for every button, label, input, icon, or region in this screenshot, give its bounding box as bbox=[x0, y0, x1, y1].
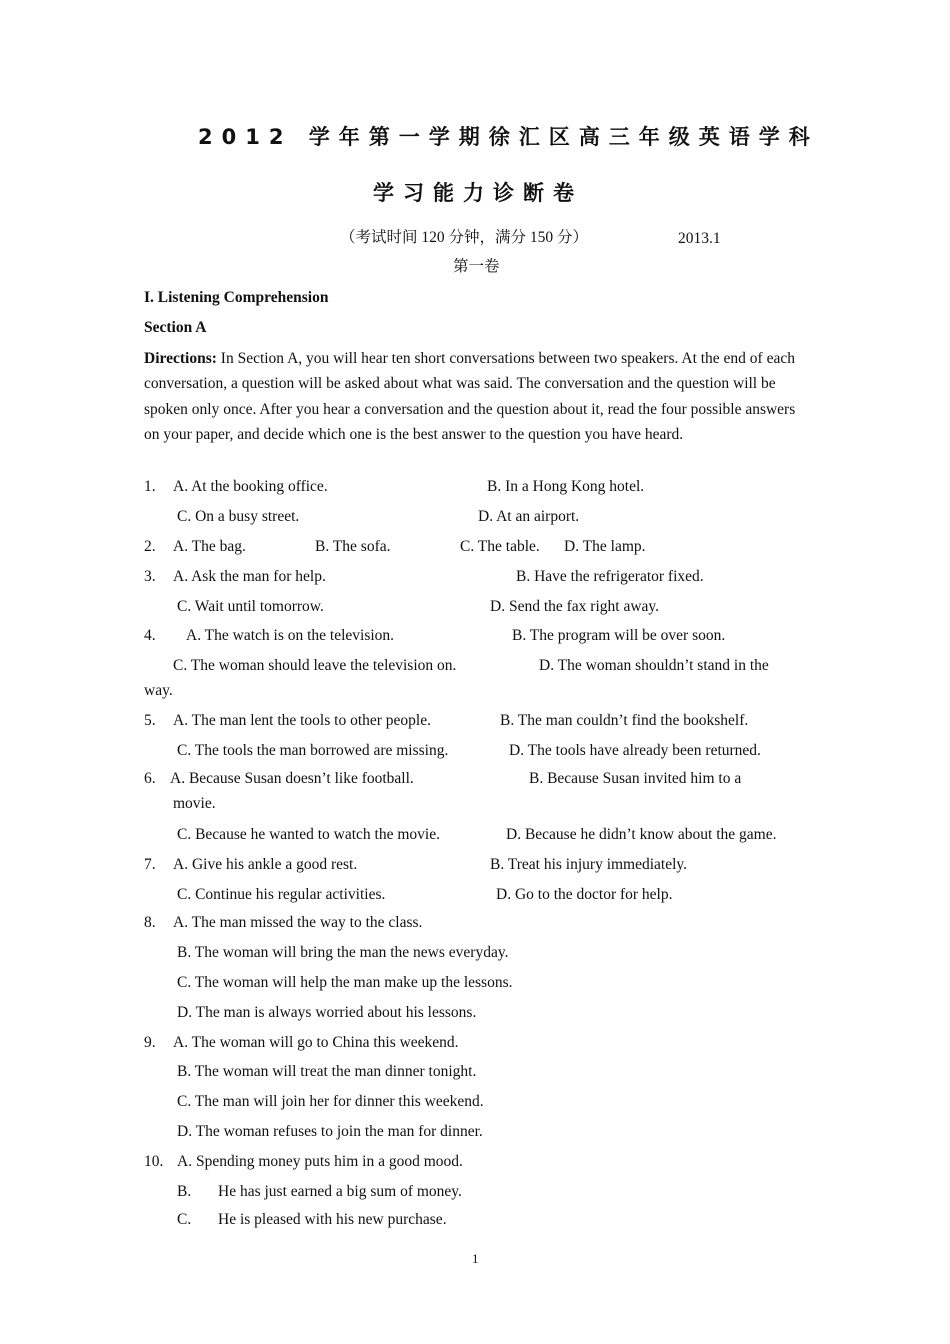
option-c: C. Wait until tomorrow. bbox=[177, 598, 324, 615]
option-a: A. The watch is on the television. bbox=[186, 627, 395, 644]
question-number: 7. bbox=[144, 856, 156, 873]
option-b: B. The woman will treat the man dinner tonight. bbox=[177, 1063, 477, 1080]
question-number: 2. bbox=[144, 538, 156, 555]
option-b: B. Treat his injury immediately. bbox=[490, 856, 688, 873]
option-d: D. At an airport. bbox=[478, 508, 580, 525]
option-c: C. On a busy street. bbox=[177, 508, 300, 525]
option-a: A. The woman will go to China this weekend. bbox=[173, 1034, 459, 1051]
option-a: A. The bag. bbox=[173, 538, 246, 555]
question-number: 1. bbox=[144, 478, 156, 495]
question-number: 3. bbox=[144, 568, 156, 585]
option-c-letter: C. bbox=[177, 1211, 192, 1228]
question-number: 10. bbox=[144, 1153, 164, 1170]
question-number: 9. bbox=[144, 1034, 156, 1051]
option-c: C. The tools the man borrowed are missing. bbox=[177, 742, 449, 759]
option-b: B. In a Hong Kong hotel. bbox=[487, 478, 645, 495]
option-c: C. The table. bbox=[460, 538, 540, 555]
option-c: C. Because he wanted to watch the movie. bbox=[177, 826, 440, 843]
option-d-continued: way. bbox=[144, 682, 173, 699]
title-line-1: 2012 学年第一学期徐汇区高三年级英语学科 bbox=[198, 125, 819, 149]
question-number: 5. bbox=[144, 712, 156, 729]
directions-label: Directions: bbox=[144, 350, 217, 367]
option-b: B. The man couldn’t find the bookshelf. bbox=[500, 712, 749, 729]
directions-paragraph bbox=[144, 346, 808, 447]
page-number: 1 bbox=[472, 1251, 479, 1266]
question-number: 6. bbox=[144, 770, 156, 787]
option-a: A. Give his ankle a good rest. bbox=[173, 856, 358, 873]
section-heading: I. Listening Comprehension bbox=[144, 289, 329, 306]
option-b: B. Because Susan invited him to a bbox=[529, 770, 742, 787]
question-number: 8. bbox=[144, 914, 156, 931]
option-d: D. Go to the doctor for help. bbox=[496, 886, 673, 903]
exam-date: 2013.1 bbox=[678, 230, 721, 247]
option-b-continued: movie. bbox=[173, 795, 216, 812]
option-c: C. Continue his regular activities. bbox=[177, 886, 386, 903]
option-a: A. Spending money puts him in a good mood. bbox=[177, 1153, 463, 1170]
option-d: D. The tools have already been returned. bbox=[509, 742, 761, 759]
question-number: 4. bbox=[144, 627, 156, 644]
option-a: A. At the booking office. bbox=[173, 478, 328, 495]
option-a: A. Ask the man for help. bbox=[173, 568, 326, 585]
option-c: C. The man will join her for dinner this weekend. bbox=[177, 1093, 484, 1110]
option-b: B. The program will be over soon. bbox=[512, 627, 726, 644]
option-d: D. The man is always worried about his lessons. bbox=[177, 1004, 477, 1021]
directions-text: In Section A, you will hear ten short conversations between two speakers. At the end of each conversation, a question will be asked about what was said. The conversation and the question will be spoken only once. After you hear a conversation and the question about it, read the four possible answers on your paper, and decide which one is the best answer to the question you have heard. bbox=[144, 350, 796, 443]
option-b: B. The sofa. bbox=[315, 538, 391, 555]
title-line-2: 学习能力诊断卷 bbox=[373, 181, 583, 205]
option-a: A. The man lent the tools to other people. bbox=[173, 712, 431, 729]
option-c: C. The woman should leave the television on. bbox=[173, 657, 457, 674]
sub-section-heading: Section A bbox=[144, 319, 207, 336]
option-c: C. The woman will help the man make up the lessons. bbox=[177, 974, 513, 991]
option-d: D. Send the fax right away. bbox=[490, 598, 660, 615]
option-b-letter: B. bbox=[177, 1183, 192, 1200]
option-d: D. The woman shouldn’t stand in the bbox=[539, 657, 769, 674]
option-c: He is pleased with his new purchase. bbox=[218, 1211, 447, 1228]
volume-label: 第一卷 bbox=[453, 258, 500, 275]
option-b: B. Have the refrigerator fixed. bbox=[516, 568, 704, 585]
option-b: B. The woman will bring the man the news everyday. bbox=[177, 944, 509, 961]
option-b: He has just earned a big sum of money. bbox=[218, 1183, 462, 1200]
option-d: D. Because he didn’t know about the game. bbox=[506, 826, 777, 843]
option-a: A. The man missed the way to the class. bbox=[173, 914, 423, 931]
option-a: A. Because Susan doesn’t like football. bbox=[170, 770, 414, 787]
exam-info: （考试时间 120 分钟，满分 150 分） bbox=[340, 229, 589, 246]
option-d: D. The woman refuses to join the man for dinner. bbox=[177, 1123, 483, 1140]
option-d: D. The lamp. bbox=[564, 538, 646, 555]
